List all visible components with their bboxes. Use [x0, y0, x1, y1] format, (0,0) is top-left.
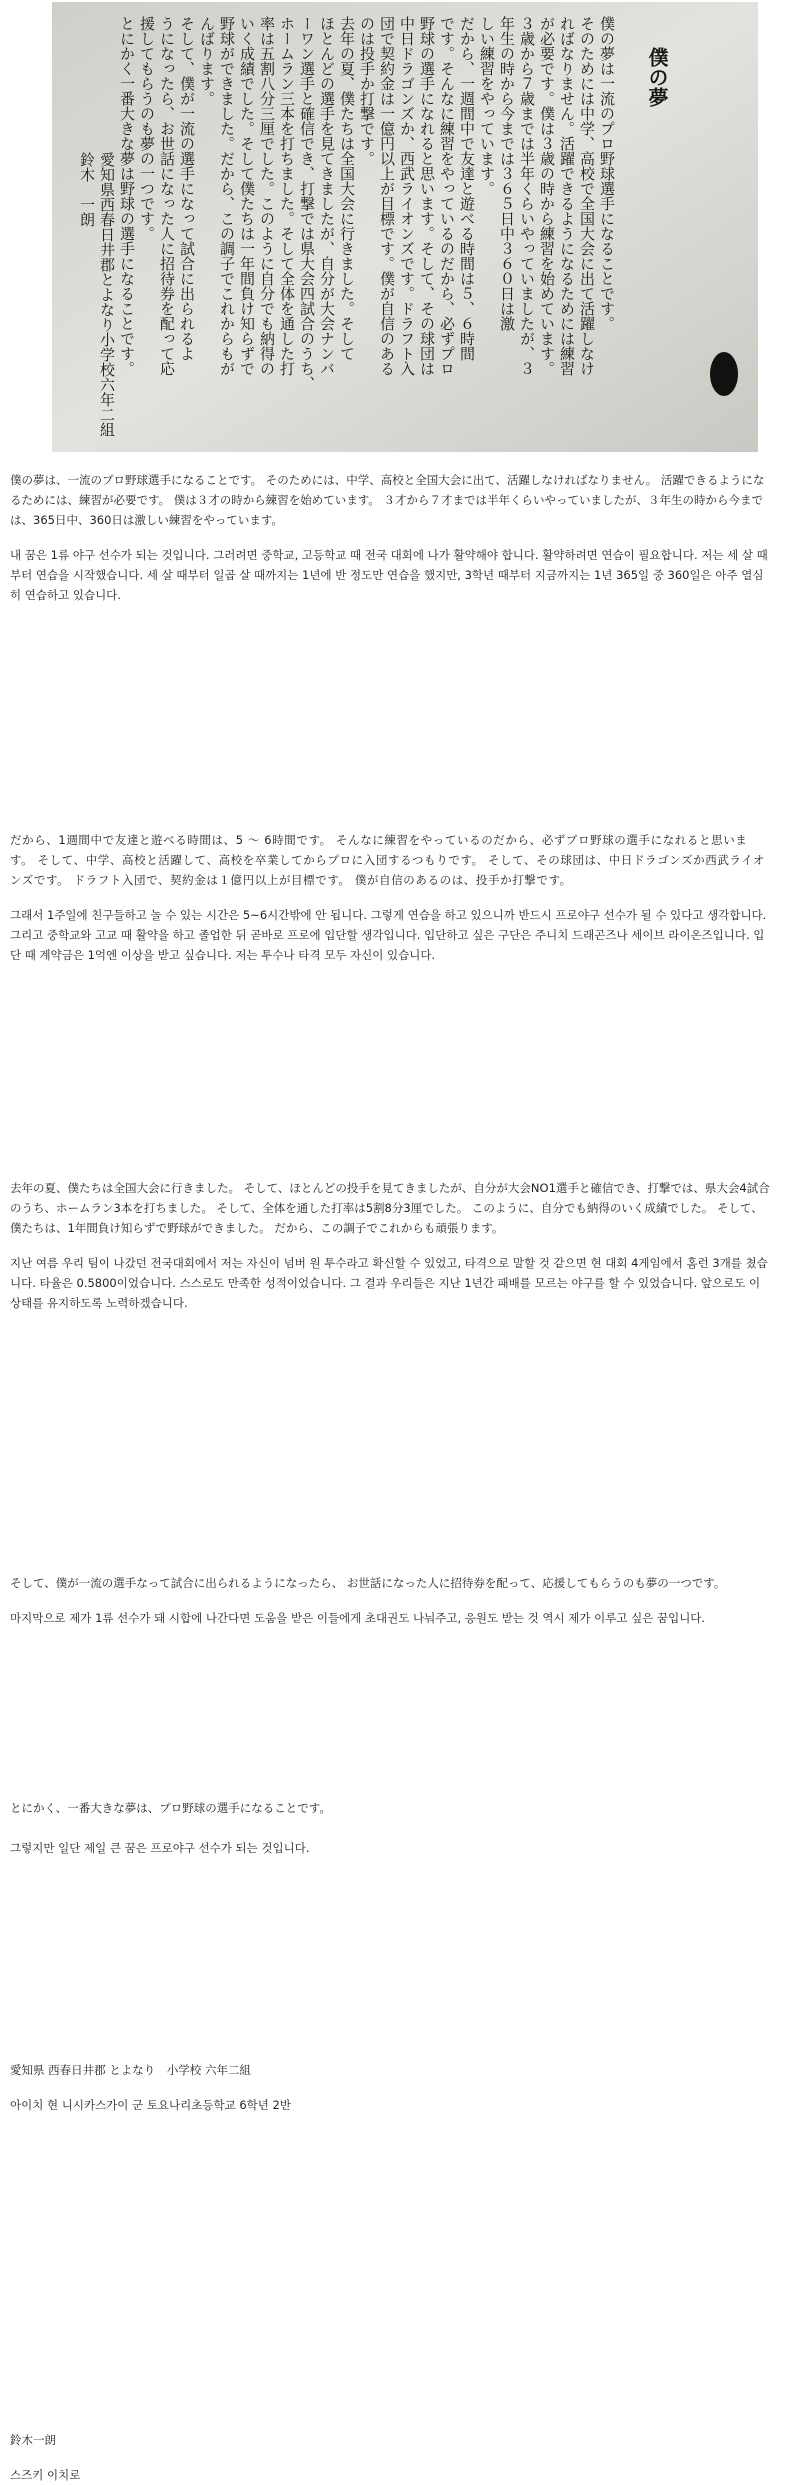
essay-column: 去年の夏、僕たちは全国大会に行きました。そして — [338, 16, 356, 361]
essay-column: のは投手か打撃です。 — [358, 16, 376, 166]
paragraph-ko-1: 내 꿈은 1류 야구 선수가 되는 것입니다. 그러려면 중학교, 고등학교 때 전국 대회에 나가 활약해야 합니다. 활약하려면 연습이 필요합니다. 저는 세 살 때부터 연습을 시작했습니다. 세 살 때부터 일곱 살 때까지는 1년에 반 정도만 연습을 했지만, 3학년 때부터 지금까지는 1년 365일 중 360일은 아주 열심히 연습하고 있습니다. — [10, 548, 768, 602]
essay-column: いく成績でした。そして僕たちは一年間負け知らずで — [238, 16, 256, 376]
essay-column: 鈴木 一朗 — [78, 152, 96, 227]
essay-column: 年生の時から今までは３６５日中３６０日は激 — [498, 16, 516, 331]
essay-column: だから、一週間中で友達と遊べる時間は５、６時間 — [458, 16, 476, 361]
school-ko: 아이치 현 니시카스가이 군 토요나리초등학교 6학년 2반 — [10, 2098, 291, 2112]
paragraph-ja-2: だから、1週間中で友達と遊べる時間は、5 ～ 6時間です。 そんなに練習をやっているのだから、必ずプロ野球の選手になれると思います。 そして、中学、高校と活躍して、高校を卒業してからプロに入団するつもりです。 そして、その球団は、中日ドラゴンズか西武ライオンズです。 ドラフト入団で、契約金は１億円以上が目標です。 僕が自信のあるのは、投手か打撃です。 — [10, 833, 766, 887]
essay-column: んばります。 — [198, 16, 216, 106]
school-ja: 愛知県 西春日井郡 とよなり 小学校 六年二組 — [10, 2063, 251, 2077]
essay-photo — [52, 2, 758, 452]
essay-column: です。そんなに練習をやっているのだから、必ずプロ — [438, 16, 456, 376]
paragraph-ko-3: 지난 여름 우리 팀이 나갔던 전국대회에서 저는 자신이 넘버 원 투수라고 확신할 수 있었고, 타격으로 말할 것 같으면 현 대회 4게임에서 홈런 3개를 쳤습니다. 타율은 0.5800이었습니다. 스스로도 만족한 성적이었습니다. 그 결과 우리들은 지난 1년간 패배를 모르는 야구를 할 수 있었습니다. 앞으로도 이 상태를 유지하도록 노력하겠습니다. — [10, 1256, 768, 1310]
essay-column: 僕の夢は一流のプロ野球選手になることです。 — [598, 16, 616, 331]
paragraph-ja-1: 僕の夢は、一流のプロ野球選手になることです。 そのためには、中学、高校と全国大会に出て、活躍しなければなりません。 活躍できるようになるためには、練習が必要です。 僕は３才の時から練習を始めています。 ３才から７才までは半年くらいやっていましたが、３年生の時から今までは、365日中、360日は激しい練習をやっています。 — [10, 473, 765, 527]
essay-column: ればなりません。活躍できるようになるためには練習 — [558, 16, 576, 376]
author-ko: 스즈키 이치로 — [10, 2468, 81, 2482]
essay-column: とにかく一番大きな夢は野球の選手になることです。 — [118, 16, 136, 376]
handwritten-essay-image — [52, 2, 758, 452]
paragraph-ja-3: 去年の夏、僕たちは全国大会に行きました。 そして、ほとんどの投手を見てきましたが、自分が大会NO1選手と確信でき、打撃では、県大会4試合のうち、ホームラン3本を打ちました。 そして、全体を通した打率は5割8分3厘でした。 このように、自分でも納得のいく成績でした。 そして、僕たちは、1年間負け知らずで野球ができました。 だから、この調子でこれからも頑張ります。 — [10, 1181, 770, 1235]
essay-column: 野球ができました。だから、この調子でこれからもが — [218, 16, 236, 376]
essay-column: 愛知県西春日井郡とよなり小学校六年二組 — [98, 152, 116, 437]
essay-column: うになったら、お世話になった人に招待券を配って応 — [158, 16, 176, 376]
essay-column: が必要です。僕は３歳の時から練習を始めています。 — [538, 16, 556, 376]
paragraph-ja-5: とにかく、一番大きな夢は、プロ野球の選手になることです。 — [10, 1801, 331, 1815]
essay-column: 団で契約金は一億円以上が目標です。僕が自信のある — [378, 16, 396, 376]
author-ja: 鈴木一朗 — [10, 2433, 56, 2447]
essay-column: そのためには中学、高校で全国大会に出て活躍しなけ — [578, 16, 596, 376]
essay-column: しい練習をやっています。 — [478, 16, 496, 196]
essay-column: 率は五割八分三厘でした。このように自分でも納得の — [258, 16, 276, 376]
essay-column: ３歳から７歳までは半年くらいやっていましたが、３ — [518, 16, 536, 376]
essay-column: ーワン選手と確信でき、打撃では県大会四試合のうち、 — [298, 16, 316, 391]
paragraph-ko-5: 그렇지만 일단 제일 큰 꿈은 프로야구 선수가 되는 것입니다. — [10, 1841, 310, 1855]
essay-column: ほとんどの選手を見てきましたが、自分が大会ナンバ — [318, 16, 336, 376]
essay-column: 援してもらうのも夢の一つです。 — [138, 16, 156, 241]
essay-title: 僕の夢 — [645, 47, 669, 107]
essay-column: ホームラン三本を打ちました。そして全体を通した打 — [278, 16, 296, 376]
paragraph-ko-2: 그래서 1주일에 친구들하고 놀 수 있는 시간은 5~6시간밖에 안 됩니다. 그렇게 연습을 하고 있으니까 반드시 프로야구 선수가 될 수 있다고 생각합니다. 그리고 중학교와 고교 때 활약을 하고 졸업한 뒤 곧바로 프로에 입단할 생각입니다. 입단하고 싶은 구단은 주니치 드래곤즈나 세이브 라이온즈입니다. 입단 때 계약금은 1억엔 이상을 받고 싶습니다. 저는 투수나 타격 모두 자신이 있습니다. — [10, 908, 767, 962]
essay-column: そして、僕が一流の選手になって試合に出られるよ — [178, 16, 196, 361]
essay-column: 野球の選手になれると思います。そして、その球団は — [418, 16, 436, 376]
essay-column: 中日ドラゴンズか、西武ライオンズです。ドラフト入 — [398, 16, 416, 376]
paragraph-ko-4: 마지막으로 제가 1류 선수가 돼 시합에 나간다면 도움을 받은 이들에게 초대권도 나눠주고, 응원도 받는 것 역시 제가 이루고 싶은 꿈입니다. — [10, 1611, 706, 1625]
paragraph-ja-4: そして、僕が一流の選手なって試合に出られるようになったら、 お世話になった人に招待券を配って、応援してもらうのも夢の一つです。 — [10, 1576, 726, 1590]
ink-blot — [710, 352, 738, 396]
